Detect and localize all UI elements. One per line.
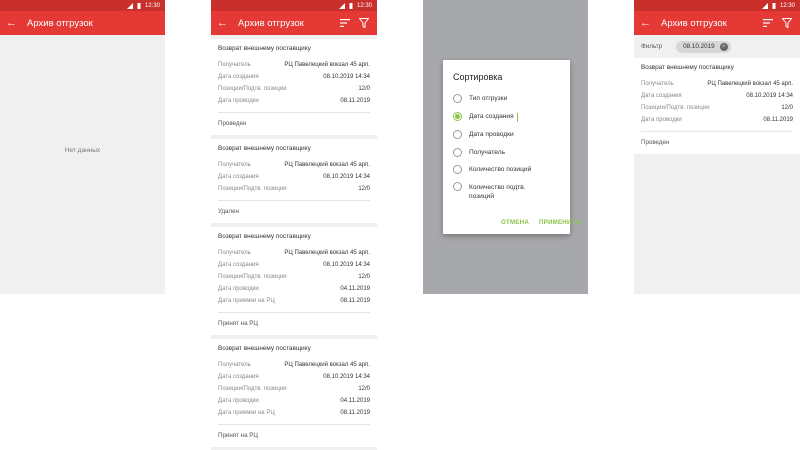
row-value: РЦ Павелецкий вокзал 45 арп. [284,362,370,368]
row-value: 08.10.2019 14:34 [746,93,793,99]
row-key: Дата проводки [218,286,259,292]
row-key: Дата создания [218,174,259,180]
signal-icon [127,3,133,9]
status-text: Проведен [641,131,793,154]
screen-list [211,0,377,450]
row-key: Позиции/Подтв. позиции [218,86,287,92]
card-title: Возврат внешнему поставщику [218,233,311,240]
screen-filtered [634,0,800,294]
detail-row [218,295,370,307]
status-time: 12:30 [144,2,160,9]
sort-icon[interactable] [761,16,775,30]
detail-row [218,159,370,171]
row-key: Позиции/Подтв. позиции [218,274,287,280]
status-text: Принят на РЦ [218,312,370,335]
detail-row [641,114,793,126]
row-value: 08.10.2019 14:34 [323,374,370,380]
row-value: 08.10.2019 14:34 [323,262,370,268]
card-title: Возврат внешнему поставщику [218,45,311,52]
radio-button[interactable] [453,182,462,191]
detail-row [218,407,370,419]
detail-row [641,102,793,114]
battery-icon [136,3,142,9]
row-value: 04.11.2019 [340,398,370,404]
row-value: 08.11.2019 [340,410,370,416]
status-bar [0,0,165,11]
row-value: 08.10.2019 14:34 [323,74,370,80]
filter-chip[interactable] [676,41,731,53]
filter-icon[interactable] [357,16,371,30]
shipment-list [211,35,377,450]
sort-icon[interactable] [338,16,352,30]
row-value: РЦ Павелецкий вокзал 45 арп. [284,250,370,256]
back-arrow-icon[interactable]: ← [640,16,651,29]
shipment-card[interactable] [211,227,377,335]
row-key: Дата проводки [218,398,259,404]
shipment-card[interactable] [634,58,800,154]
row-value: 12/0 [358,186,370,192]
filter-bar [634,35,800,58]
apply-button[interactable]: ПРИМЕНИТЬ [539,219,581,226]
sort-option-created[interactable] [453,113,518,122]
detail-row [218,83,370,95]
page-title: Архив отгрузок [661,17,727,29]
detail-row [641,78,793,90]
row-value: РЦ Павелецкий вокзал 45 арп. [707,81,793,87]
card-title: Возврат внешнему поставщику [218,145,311,152]
sort-option-positions[interactable] [453,166,531,174]
sort-option-type[interactable] [453,95,507,103]
battery-icon [348,3,354,9]
battery-icon [771,3,777,9]
detail-row [218,271,370,283]
row-key: Дата создания [218,262,259,268]
row-key: Дата проводки [218,98,259,104]
cancel-button[interactable]: ОТМЕНА [501,219,530,226]
shipment-card[interactable] [211,139,377,223]
radio-button[interactable] [453,130,462,139]
detail-row [641,90,793,102]
row-value: 12/0 [781,105,793,111]
detail-row [218,359,370,371]
row-value: РЦ Павелецкий вокзал 45 арп. [284,162,370,168]
signal-icon [762,3,768,9]
back-arrow-icon[interactable]: ← [6,16,17,29]
filter-chip-label: 08.10.2019 [683,43,715,50]
radio-button[interactable] [453,94,462,103]
row-value: РЦ Павелецкий вокзал 45 арп. [284,62,370,68]
shipment-card[interactable] [211,339,377,447]
detail-row [218,259,370,271]
page-title: Архив отгрузок [27,17,93,29]
clear-filter-icon[interactable]: × [720,43,728,51]
row-value: 08.10.2019 14:34 [323,174,370,180]
detail-row [218,183,370,195]
back-arrow-icon[interactable]: ← [217,16,228,29]
sort-option-recipient[interactable] [453,149,505,157]
row-key: Получатель [641,81,674,87]
radio-button[interactable] [453,165,462,174]
sort-option-posted[interactable] [453,131,514,139]
status-text: Удален [218,200,370,223]
radio-button[interactable] [453,148,462,157]
option-label: Получатель [469,149,506,156]
row-key: Дата приемки на РЦ [218,410,275,416]
filter-label: Фильтр [641,43,663,50]
sort-option-confirmed[interactable] [453,183,543,201]
detail-row [218,59,370,71]
row-value: 12/0 [358,274,370,280]
row-value: 12/0 [358,386,370,392]
detail-row [218,247,370,259]
option-label: Дата проводки [469,131,514,138]
row-value: 08.11.2019 [763,117,793,123]
detail-row [218,395,370,407]
row-key: Дата проводки [641,117,682,123]
option-label: Дата создания [469,113,514,120]
radio-button-selected[interactable] [453,112,462,121]
text-cursor [517,113,519,122]
row-key: Дата создания [641,93,682,99]
empty-state-text: Нет данных [64,147,101,154]
detail-row [218,383,370,395]
row-key: Дата создания [218,74,259,80]
option-label: Тип отгрузки [469,95,508,102]
row-key: Получатель [218,62,251,68]
app-bar [211,11,377,35]
row-key: Получатель [218,250,251,256]
detail-row [218,95,370,107]
row-key: Позиции/Подтв. позиции [218,186,287,192]
status-bar [634,0,800,11]
app-bar [0,11,165,35]
detail-row [218,171,370,183]
card-title: Возврат внешнему поставщику [641,64,734,71]
dialog-backdrop[interactable] [423,0,588,294]
dialog-title: Сортировка [453,72,503,82]
detail-row [218,283,370,295]
option-label: Количество позиций [469,166,532,173]
row-value: 08.11.2019 [340,98,370,104]
page-title: Архив отгрузок [238,17,304,29]
shipment-card[interactable] [211,39,377,135]
status-time: 12:30 [356,2,372,9]
sort-dialog [443,60,581,234]
row-key: Получатель [218,162,251,168]
detail-row [218,71,370,83]
row-key: Позиции/Подтв. позиции [218,386,287,392]
row-key: Дата приемки на РЦ [218,298,275,304]
screen-empty [0,0,165,294]
row-key: Позиции/Подтв. позиции [641,105,710,111]
signal-icon [339,3,345,9]
row-key: Получатель [218,362,251,368]
row-value: 08.11.2019 [340,298,370,304]
status-time: 12:30 [779,2,795,9]
row-value: 12/0 [358,86,370,92]
status-text: Принят на РЦ [218,424,370,447]
row-value: 04.11.2019 [340,286,370,292]
option-label: Количество подтв. позиций [469,184,526,200]
detail-row [218,371,370,383]
row-key: Дата создания [218,374,259,380]
status-text: Проведен [218,112,370,135]
card-title: Возврат внешнему поставщику [218,345,311,352]
app-bar [634,11,800,35]
filter-icon[interactable] [780,16,794,30]
status-bar [211,0,377,11]
